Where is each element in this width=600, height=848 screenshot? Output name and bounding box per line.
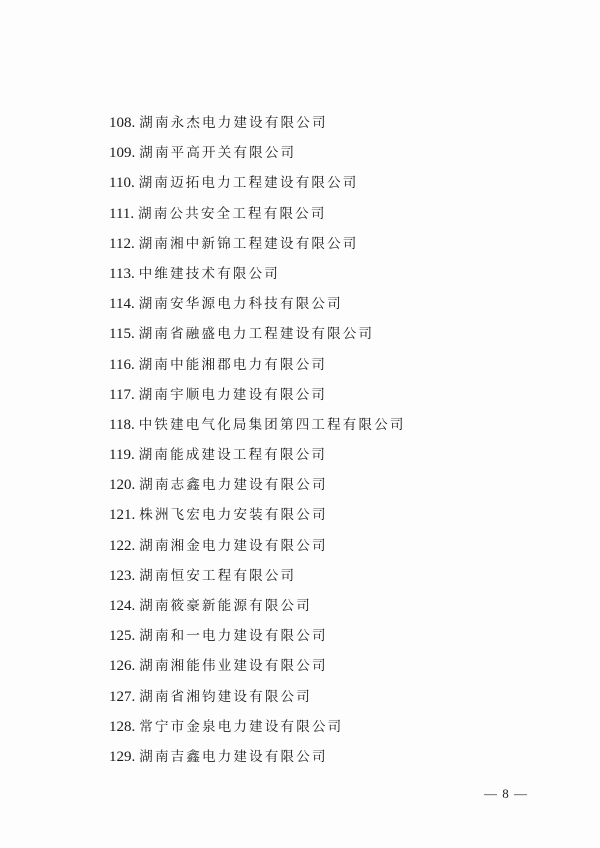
- company-name: 湖南宇顺电力建设有限公司: [138, 386, 328, 403]
- item-number: 121.: [109, 507, 136, 524]
- company-name: 湖南平高开关有限公司: [139, 145, 297, 162]
- list-item: [109, 682, 406, 712]
- item-number: 123.: [109, 567, 136, 584]
- company-name: 中铁建电气化局集团第四工程有限公司: [138, 416, 406, 433]
- company-name: 中维建技术有限公司: [138, 265, 281, 282]
- item-number: 109.: [109, 145, 136, 162]
- item-number: 125.: [109, 628, 136, 645]
- company-name: 湖南省湘钧建设有限公司: [139, 688, 312, 705]
- item-number: 129.: [109, 748, 136, 765]
- list-item: [109, 108, 406, 138]
- item-number: 126.: [109, 658, 136, 675]
- company-name: 湖南志鑫电力建设有限公司: [139, 477, 328, 494]
- item-number: 117.: [109, 386, 135, 403]
- item-number: 114.: [109, 296, 135, 313]
- list-item: [109, 259, 406, 289]
- company-name: 常宁市金泉电力建设有限公司: [139, 718, 344, 735]
- list-item: [109, 380, 406, 410]
- company-name: 湖南筱豪新能源有限公司: [139, 598, 312, 614]
- list-item: [109, 742, 406, 772]
- company-name: 湖南迈拓电力工程建设有限公司: [138, 175, 359, 192]
- list-item: [109, 500, 406, 530]
- item-number: 118.: [109, 416, 135, 433]
- company-name: 湖南湘金电力建设有限公司: [139, 537, 328, 554]
- item-number: 122.: [109, 537, 136, 554]
- company-name: 株洲飞宏电力安装有限公司: [139, 507, 328, 524]
- item-number: 111.: [109, 205, 135, 222]
- company-name: 湖南和一电力建设有限公司: [139, 628, 328, 645]
- list-item: [109, 350, 406, 380]
- item-number: 113.: [109, 265, 135, 282]
- company-name: 湖南永杰电力建设有限公司: [139, 115, 328, 131]
- list-item: [109, 591, 406, 621]
- list-item: [109, 621, 406, 651]
- page-number: — 8 —: [484, 786, 528, 801]
- item-number: 119.: [109, 447, 135, 464]
- item-number: 115.: [109, 326, 135, 343]
- item-number: 108.: [109, 115, 136, 131]
- item-number: 128.: [109, 718, 136, 735]
- list-item: [109, 289, 406, 319]
- company-name: 湖南安华源电力科技有限公司: [138, 296, 343, 313]
- list-item: [109, 712, 406, 742]
- list-item: [109, 199, 406, 229]
- item-number: 120.: [109, 477, 136, 494]
- company-name: 湖南中能湘郡电力有限公司: [138, 356, 328, 373]
- company-name: 湖南湘中新锦工程建设有限公司: [138, 235, 359, 252]
- list-item: [109, 319, 406, 349]
- company-name: 湖南湘能伟业建设有限公司: [139, 658, 328, 675]
- company-name: 湖南恒安工程有限公司: [139, 567, 297, 584]
- list-item: [109, 470, 406, 500]
- item-number: 127.: [109, 688, 136, 705]
- list-item: [109, 561, 406, 591]
- list-item: [109, 410, 406, 440]
- list-item: [109, 440, 406, 470]
- item-number: 124.: [109, 598, 136, 614]
- list-item: [109, 168, 406, 198]
- item-number: 116.: [109, 356, 135, 373]
- list-item: [109, 651, 406, 681]
- list-item: [109, 531, 406, 561]
- item-number: 112.: [109, 235, 135, 252]
- company-name: 湖南省融盛电力工程建设有限公司: [138, 326, 375, 343]
- item-number: 110.: [109, 175, 135, 192]
- list-item: [109, 229, 406, 259]
- company-name: 湖南能成建设工程有限公司: [138, 447, 328, 464]
- company-list: [109, 108, 406, 772]
- company-name: 湖南公共安全工程有限公司: [138, 205, 327, 222]
- list-item: [109, 138, 406, 168]
- company-name: 湖南吉鑫电力建设有限公司: [139, 748, 328, 765]
